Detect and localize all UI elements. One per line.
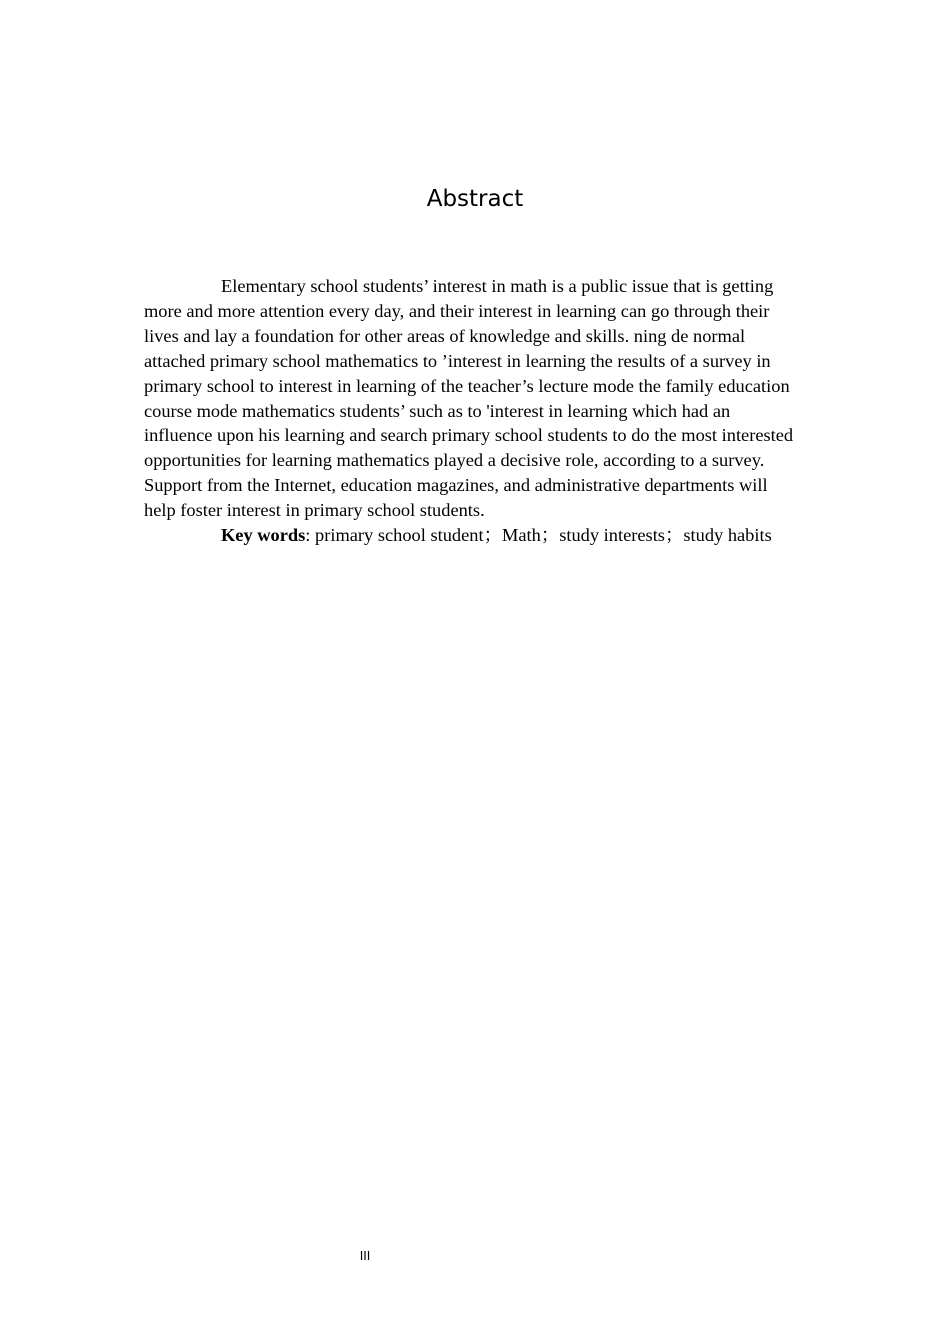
keyword-item: study interests [559,525,665,546]
page-title: Abstract [426,186,524,212]
keyword-item: Math [501,525,541,546]
keywords-line [144,523,800,548]
keywords-separator: : [305,525,316,546]
abstract-section [144,274,800,548]
keyword-delimiter: ； [540,525,560,546]
keywords-label: Key words [221,525,306,546]
page-number: III [359,1249,371,1263]
keyword-delimiter: ； [483,525,502,546]
abstract-paragraph: Elementary school students’ interest in math is a public issue that is getting more and more attention every day, and their interest in learning can go through their lives and lay a foundation for other areas of knowledge and skills. ning de normal attached primary school mathematics to ’interest in learning the results of a survey in primary school to interest in learning of the teacher’s lecture mode the family education course mode mathematics students’ such as to 'interest in learning which had an influence upon his learning and search primary school students to do the most interested opportunities for learning mathematics played a decisive role, according to a survey. Support from the Internet, education magazines, and administrative departments will help foster interest in primary school students. [144,276,794,521]
keyword-delimiter: ； [664,525,684,546]
keyword-item: primary school student [315,525,484,546]
keyword-item: study habits [683,525,772,546]
